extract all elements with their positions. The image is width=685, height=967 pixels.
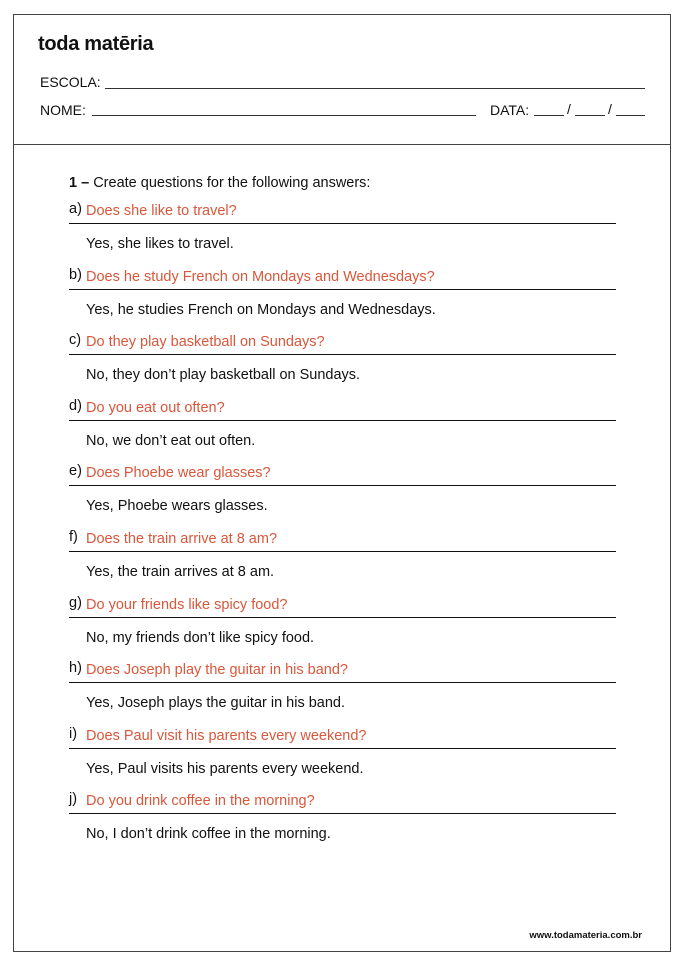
date-label: DATA: — [490, 102, 530, 118]
question-text: Do you drink coffee in the morning? — [86, 793, 315, 810]
date-separator: / — [567, 101, 571, 117]
question-item — [69, 791, 616, 881]
school-label: ESCOLA: — [40, 74, 101, 90]
question-text: Does Phoebe wear glasses? — [86, 465, 271, 482]
question-text: Do they play basketball on Sundays? — [86, 334, 325, 351]
answer-line — [69, 289, 616, 290]
exercise-number: 1 – — [69, 175, 90, 191]
given-answer: No, I don’t drink coffee in the morning. — [86, 826, 331, 843]
website-link[interactable]: www.todamateria.com.br — [529, 930, 642, 941]
given-answer: Yes, Joseph plays the guitar in his band. — [86, 695, 346, 712]
given-answer: Yes, she likes to travel. — [86, 236, 234, 252]
item-letter: i) — [69, 725, 78, 742]
given-answer: Yes, he studies French on Mondays and Wednesdays. — [86, 301, 436, 318]
worksheet — [13, 14, 671, 952]
item-letter: f) — [69, 529, 78, 545]
answer-line — [69, 682, 616, 683]
answer-line — [69, 617, 616, 618]
name-label: NOME: — [40, 102, 86, 118]
given-answer: Yes, the train arrives at 8 am. — [86, 564, 275, 580]
item-letter: b) — [69, 266, 82, 283]
question-text: Does Paul visit his parents every weekend? — [86, 727, 367, 744]
date-month-field[interactable] — [575, 115, 605, 116]
logo: toda matēria — [38, 33, 154, 55]
given-answer: No, we don’t eat out often. — [86, 432, 256, 449]
answer-line — [69, 223, 616, 224]
question-text: Does she like to travel? — [86, 203, 237, 219]
item-letter: g) — [69, 594, 82, 611]
answer-line — [69, 420, 616, 421]
item-letter: j) — [69, 791, 78, 808]
item-letter: d) — [69, 397, 82, 414]
answer-line — [69, 813, 616, 814]
given-answer: Yes, Phoebe wears glasses. — [86, 498, 268, 515]
school-field[interactable] — [105, 88, 645, 89]
date-separator: / — [608, 101, 612, 117]
question-text: Do you eat out often? — [86, 399, 225, 416]
date-day-field[interactable] — [534, 115, 564, 116]
item-letter: a) — [69, 201, 82, 217]
exercise-instruction — [69, 175, 370, 191]
worksheet-header — [14, 15, 670, 145]
question-text: Does Joseph play the guitar in his band? — [86, 662, 348, 679]
question-text: Does he study French on Mondays and Wednesdays? — [86, 268, 435, 285]
date-year-field[interactable] — [616, 115, 645, 116]
item-letter: e) — [69, 463, 82, 480]
given-answer: No, they don’t play basketball on Sundays. — [86, 367, 361, 384]
question-text: Do your friends like spicy food? — [86, 596, 288, 613]
question-text: Does the train arrive at 8 am? — [86, 531, 278, 547]
answer-line — [69, 748, 616, 749]
answer-line — [69, 485, 616, 486]
item-letter: c) — [69, 332, 82, 349]
given-answer: Yes, Paul visits his parents every weekend. — [86, 760, 364, 777]
item-letter: h) — [69, 660, 82, 677]
answer-line — [69, 551, 616, 552]
given-answer: No, my friends don’t like spicy food. — [86, 629, 315, 646]
answer-line — [69, 354, 616, 355]
name-field[interactable] — [92, 115, 476, 116]
instruction-text: Create questions for the following answers: — [93, 175, 371, 191]
